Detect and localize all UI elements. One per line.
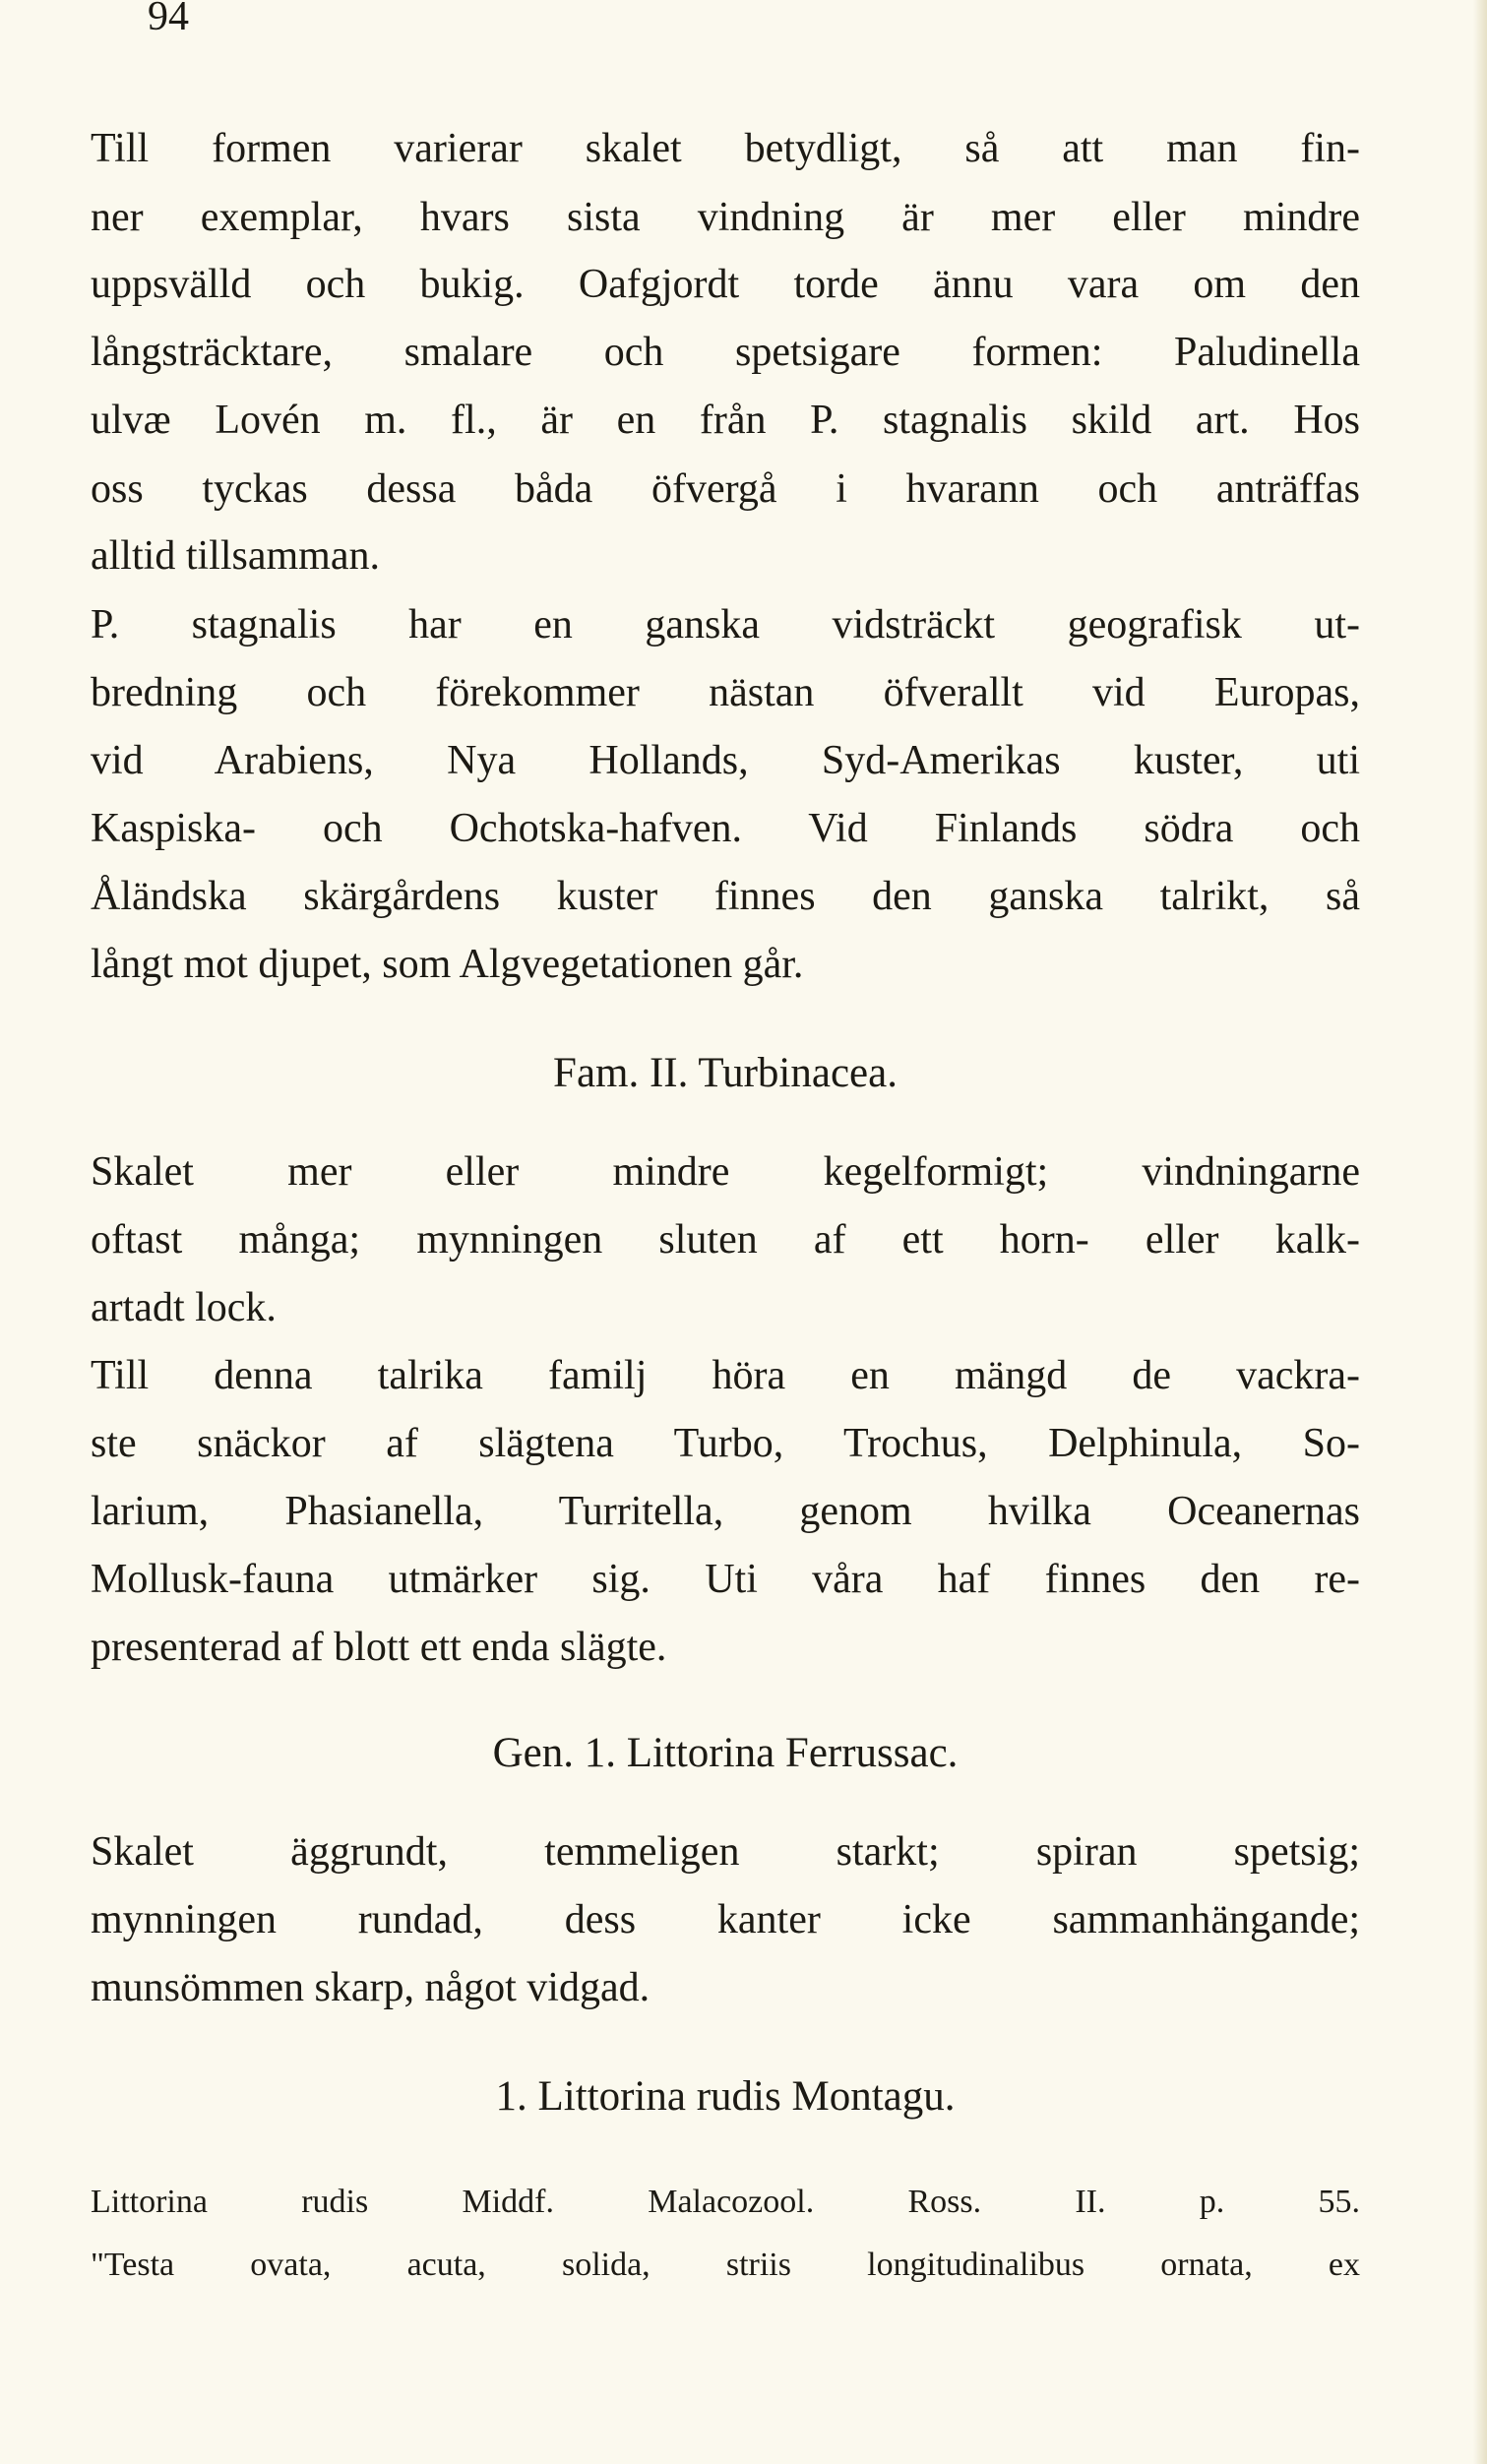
text-line: vid Arabiens, Nya Hollands, Syd-Amerikas kuster, uti — [91, 738, 1360, 783]
text-line: Gen. 1. Littorina Ferrussac. — [492, 1730, 959, 1776]
text-line: Till formen varierar skalet betydligt, så att man fin- — [91, 126, 1360, 171]
text-line: Skalet mer eller mindre kegelformigt; vindningarne — [91, 1149, 1360, 1195]
text-line: Kaspiska- och Ochotska-hafven. Vid Finlands södra och — [91, 806, 1360, 851]
text-line: uppsvälld och bukig. Oafgjordt torde ännu vara om den — [91, 262, 1360, 307]
text-line: Littorina rudis Middf. Malacozool. Ross. II. p. 55. — [91, 2184, 1360, 2220]
text-line: Mollusk-fauna utmärker sig. Uti våra haf finnes den re- — [91, 1557, 1360, 1602]
text-line: P. stagnalis har en ganska vidsträckt geografisk ut- — [91, 602, 1360, 647]
page-number: 94 — [148, 0, 189, 39]
page-edge — [1473, 0, 1487, 2464]
text-line: larium, Phasianella, Turritella, genom hvilka Oceanernas — [91, 1489, 1360, 1534]
text-line: Skalet äggrundt, temmeligen starkt; spiran spetsig; — [91, 1829, 1360, 1875]
text-line: ner exemplar, hvars sista vindning är mer eller mindre — [91, 195, 1360, 240]
text-line: 1. Littorina rudis Montagu. — [495, 2073, 956, 2120]
text-line: Fam. II. Turbinacea. — [553, 1050, 898, 1096]
text-line: mynningen rundad, dess kanter icke sammanhängande; — [91, 1897, 1360, 1942]
text-line: långsträcktare, smalare och spetsigare formen: Paludinella — [91, 330, 1360, 375]
text-line: bredning och förekommer nästan öfverallt vid Europas, — [91, 670, 1360, 715]
text-line: munsömmen skarp, något vidgad. — [91, 1965, 651, 2010]
text-line: oftast många; mynningen sluten af ett horn- eller kalk- — [91, 1217, 1360, 1263]
text-line: "Testa ovata, acuta, solida, striis longitudinalibus ornata, ex — [91, 2247, 1360, 2283]
text-line: presenterad af blott ett enda slägte. — [91, 1625, 667, 1670]
text-line: Till denna talrika familj höra en mängd de vackra- — [91, 1353, 1360, 1398]
text-line: Åländska skärgårdens kuster finnes den ganska talrikt, så — [91, 874, 1360, 919]
text-line: ulvæ Lovén m. fl., är en från P. stagnalis skild art. Hos — [91, 398, 1360, 443]
text-line: artadt lock. — [91, 1285, 277, 1330]
text-line: oss tyckas dessa båda öfvergå i hvarann och anträffas — [91, 466, 1360, 512]
text-line: långt mot djupet, som Algvegetationen går. — [91, 942, 804, 987]
text-line: ste snäckor af slägtena Turbo, Trochus, Delphinula, So- — [91, 1421, 1360, 1466]
text-line: alltid tillsamman. — [91, 533, 380, 579]
